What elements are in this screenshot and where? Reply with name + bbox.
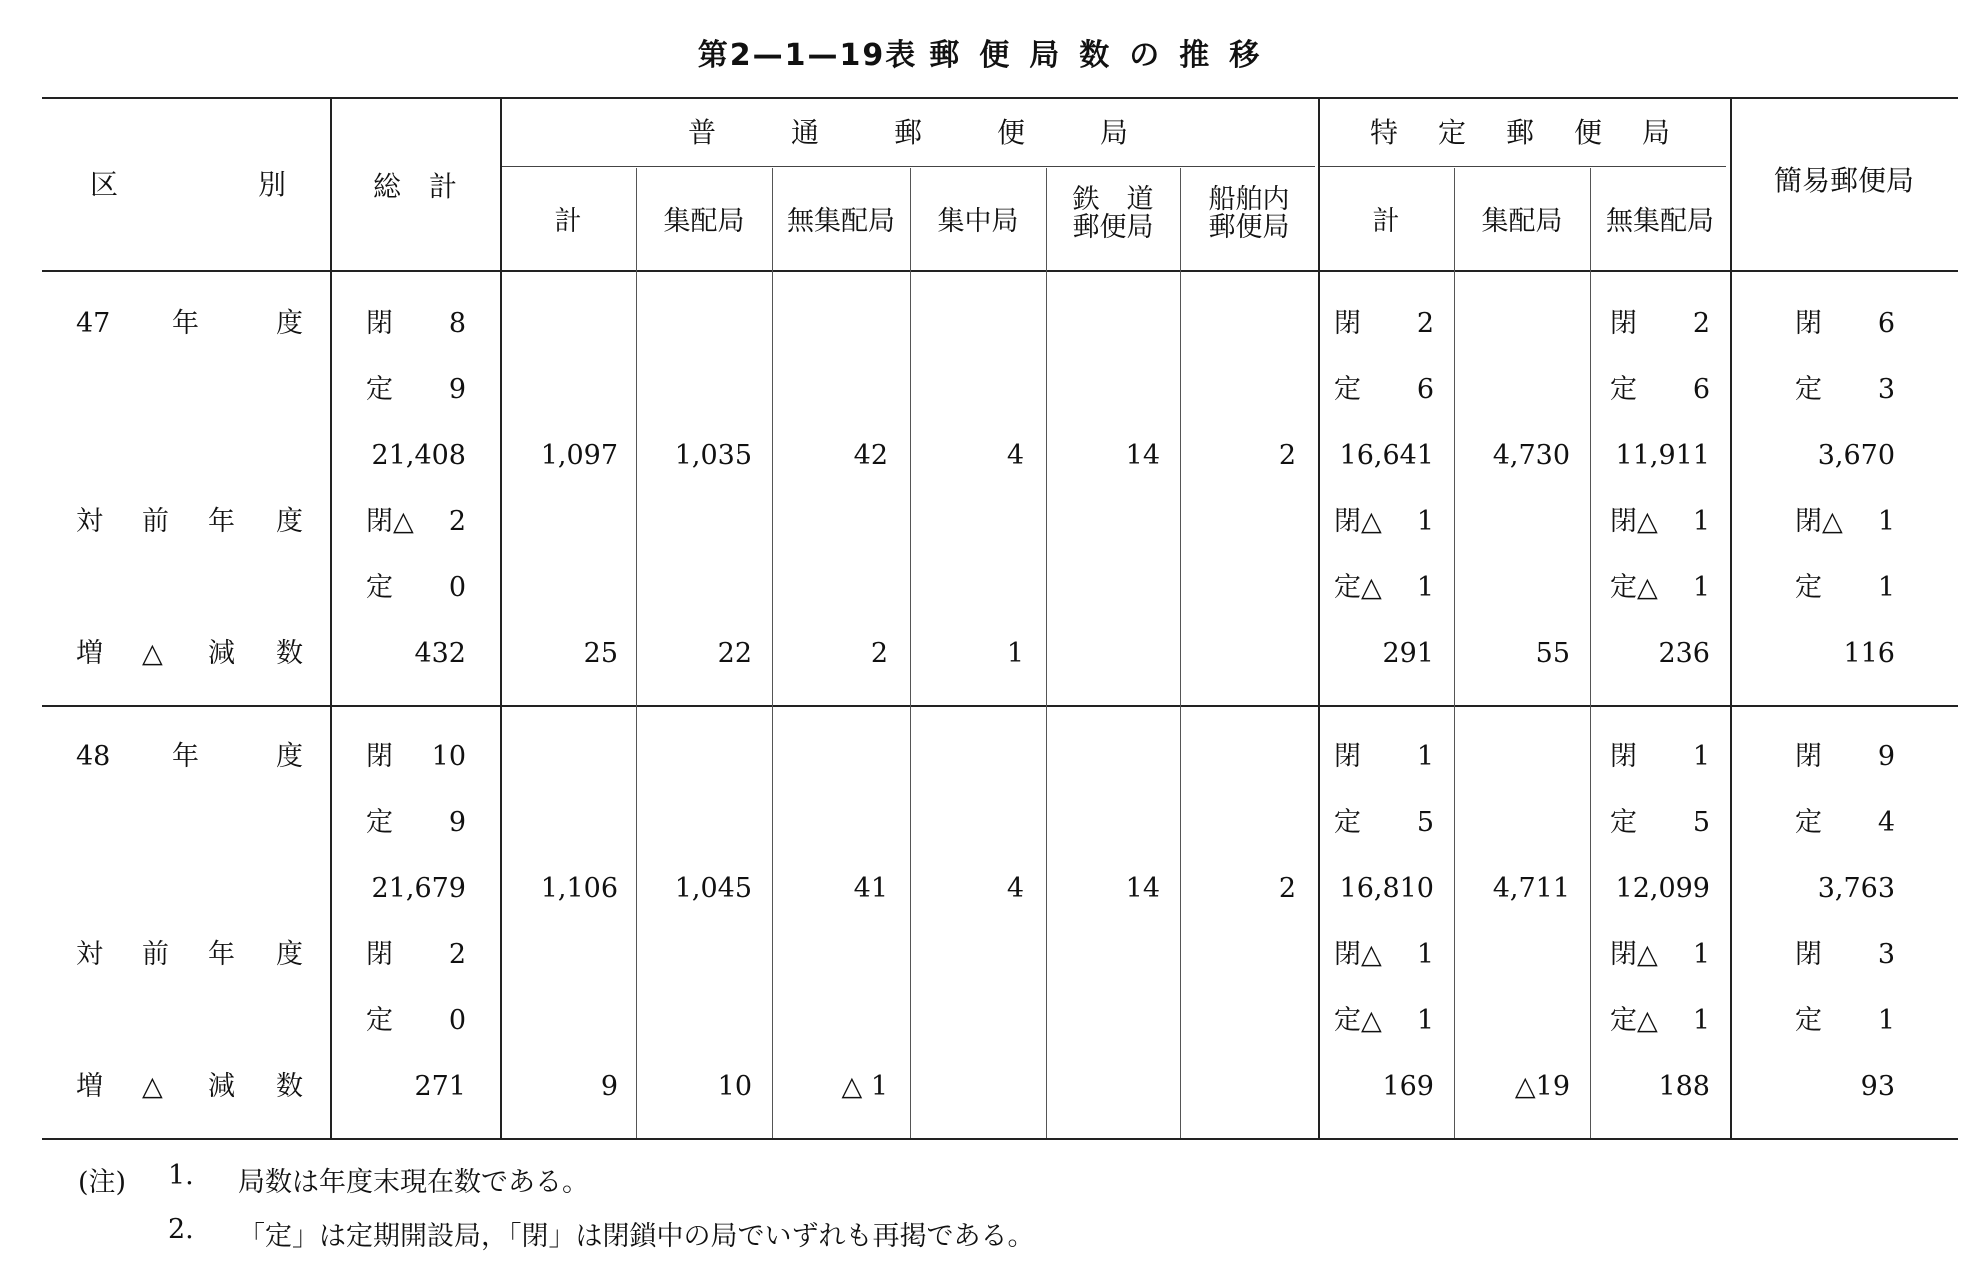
cell-kani-tei-mark: 定 [1795, 374, 1822, 405]
cell-kani-total: 3,763 [1817, 873, 1895, 904]
header-tokutei-col-2: 無集配局 [1606, 206, 1714, 237]
cell-futsu-shuchu-diff: 1 [1006, 638, 1024, 669]
cell-tokutei_mushuhai-tei-diff-value: 1 [1692, 572, 1710, 603]
row-year-do: 度 [276, 741, 303, 772]
cell-soukei-hei-value: 8 [448, 308, 466, 339]
cell-futsu-tetsudo-total: 14 [1125, 873, 1160, 904]
header-futsu-group [688, 116, 1128, 149]
note-1-number: 1. [168, 1160, 194, 1191]
cell-futsu-mushuhai-diff: △ 1 [841, 1071, 888, 1102]
row-year-number: 48 [76, 741, 111, 772]
cell-futsu-shuhai-diff: 10 [717, 1071, 752, 1102]
row-zougen-0: 増 [76, 1071, 103, 1102]
cell-tokutei_mushuhai-tei-diff-mark: 定△ [1610, 1005, 1658, 1036]
row-year-number: 47 [76, 308, 111, 339]
futsu-group-rule [500, 166, 1315, 167]
header-futsu-char: 局 [1099, 116, 1128, 149]
cell-futsu-senpaku-total: 2 [1278, 440, 1296, 471]
cell-kani-hei-value: 9 [1877, 741, 1895, 772]
cell-futsu-shuhai-diff: 22 [717, 638, 752, 669]
note-1-text: 局数は年度末現在数である。 [238, 1167, 589, 1198]
cell-tokutei_mushuhai-hei-mark: 閉 [1610, 308, 1637, 339]
cell-tokutei_kei-total: 16,810 [1339, 873, 1434, 904]
row-zougen-1: △ [142, 1071, 163, 1102]
cell-kani-tei-value: 3 [1877, 374, 1895, 405]
cell-tokutei-shuhai-diff: △19 [1514, 1071, 1570, 1102]
header-kubun-2: 別 [258, 168, 287, 201]
cell-kani-diff: 93 [1860, 1071, 1895, 1102]
cell-futsu-shuchu-total: 4 [1006, 440, 1024, 471]
cell-tokutei_mushuhai-tei-mark: 定 [1610, 374, 1637, 405]
cell-tokutei_mushuhai-tei-diff-value: 1 [1692, 1005, 1710, 1036]
cell-tokutei-shuhai-diff: 55 [1535, 638, 1570, 669]
cell-kani-hei-value: 6 [1877, 308, 1895, 339]
cell-futsu-tetsudo-total: 14 [1125, 440, 1160, 471]
column-rule-0 [330, 99, 332, 1138]
cell-kani-tei-diff-mark: 定 [1795, 1005, 1822, 1036]
header-tokutei-group [1370, 116, 1670, 149]
row-year-do: 度 [276, 308, 303, 339]
cell-soukei-hei-diff-value: 2 [448, 939, 466, 970]
cell-soukei-hei-mark: 閉 [366, 741, 393, 772]
cell-kani-diff: 116 [1843, 638, 1895, 669]
cell-tokutei_kei-tei-value: 5 [1416, 807, 1434, 838]
cell-kani-tei-diff-value: 1 [1877, 572, 1895, 603]
cell-soukei-hei-diff-mark: 閉△ [366, 506, 414, 537]
row-year-nen: 年 [172, 741, 199, 772]
cell-tokutei_mushuhai-total: 11,911 [1615, 440, 1710, 471]
cell-soukei-tei-mark: 定 [366, 807, 393, 838]
cell-tokutei_mushuhai-diff: 236 [1658, 638, 1710, 669]
cell-soukei-hei-value: 10 [431, 741, 466, 772]
cell-kani-hei-diff-mark: 閉△ [1795, 506, 1843, 537]
cell-tokutei_mushuhai-hei-value: 2 [1692, 308, 1710, 339]
header-tokutei-col-1: 集配局 [1481, 206, 1563, 237]
header-tokutei-col-0: 計 [1372, 206, 1400, 237]
cell-soukei-total: 21,408 [371, 440, 466, 471]
note-label: (注) [78, 1167, 127, 1198]
cell-tokutei_mushuhai-diff: 188 [1658, 1071, 1710, 1102]
column-rule-1 [500, 99, 502, 1138]
cell-tokutei-shuhai-total: 4,711 [1492, 873, 1570, 904]
cell-soukei-tei-diff-mark: 定 [366, 1005, 393, 1036]
cell-soukei-tei-mark: 定 [366, 374, 393, 405]
header-kani: 簡易郵便局 [1773, 164, 1914, 197]
cell-soukei-tei-value: 9 [448, 374, 466, 405]
row-taizen-2: 年 [208, 939, 235, 970]
header-tokutei-char: 特 [1370, 116, 1399, 149]
cell-futsu-kei-total: 1,097 [540, 440, 618, 471]
cell-kani-hei-diff-value: 3 [1877, 939, 1895, 970]
cell-tokutei_mushuhai-hei-value: 1 [1692, 741, 1710, 772]
header-tokutei-char: 郵 [1505, 116, 1534, 149]
cell-tokutei_kei-hei-mark: 閉 [1334, 741, 1361, 772]
cell-tokutei_kei-total: 16,641 [1339, 440, 1434, 471]
row-taizen-2: 年 [208, 506, 235, 537]
row-zougen-1: △ [142, 638, 163, 669]
cell-futsu-shuhai-total: 1,035 [674, 440, 752, 471]
header-futsu-char: 便 [996, 116, 1025, 149]
header-futsu-col-4: 鉄 道 郵便局 [1072, 184, 1154, 244]
column-rule-2 [1318, 99, 1320, 1138]
cell-tokutei_kei-tei-diff-value: 1 [1416, 572, 1434, 603]
cell-futsu-shuhai-total: 1,045 [674, 873, 752, 904]
cell-tokutei_kei-tei-mark: 定 [1334, 807, 1361, 838]
header-futsu-col-3: 集中局 [937, 206, 1019, 237]
cell-soukei-hei-mark: 閉 [366, 308, 393, 339]
row-taizen-0: 対 [76, 939, 103, 970]
cell-tokutei_mushuhai-tei-value: 6 [1692, 374, 1710, 405]
cell-soukei-tei-value: 9 [448, 807, 466, 838]
cell-kani-hei-diff-value: 1 [1877, 506, 1895, 537]
row-taizen-1: 前 [142, 506, 169, 537]
row-taizen-3: 度 [276, 939, 303, 970]
cell-soukei-diff: 271 [414, 1071, 466, 1102]
cell-kani-tei-mark: 定 [1795, 807, 1822, 838]
cell-futsu-mushuhai-diff: 2 [870, 638, 888, 669]
cell-futsu-senpaku-total: 2 [1278, 873, 1296, 904]
cell-tokutei_kei-diff: 291 [1382, 638, 1434, 669]
cell-tokutei_kei-diff: 169 [1382, 1071, 1434, 1102]
header-futsu-col-1: 集配局 [663, 206, 745, 237]
note-2-text: 「定」は定期開設局，「閉」は閉鎖中の局でいずれも再掲である。 [238, 1221, 1035, 1252]
cell-tokutei_kei-tei-diff-value: 1 [1416, 1005, 1434, 1036]
header-soukei: 総 計 [372, 170, 457, 203]
cell-futsu-kei-diff: 25 [583, 638, 618, 669]
header-tokutei-char: 定 [1437, 116, 1466, 149]
column-divider-3 [1046, 168, 1047, 1138]
cell-tokutei_mushuhai-tei-mark: 定 [1610, 807, 1637, 838]
cell-soukei-diff: 432 [414, 638, 466, 669]
note-2-number: 2. [168, 1214, 194, 1245]
cell-tokutei_mushuhai-tei-diff-mark: 定△ [1610, 572, 1658, 603]
cell-tokutei_kei-hei-mark: 閉 [1334, 308, 1361, 339]
cell-kani-tei-value: 4 [1877, 807, 1895, 838]
cell-tokutei_kei-hei-value: 1 [1416, 741, 1434, 772]
row-taizen-3: 度 [276, 506, 303, 537]
column-rule-3 [1730, 99, 1732, 1138]
cell-futsu-kei-total: 1,106 [540, 873, 618, 904]
row-taizen-0: 対 [76, 506, 103, 537]
cell-futsu-shuchu-total: 4 [1006, 873, 1024, 904]
header-tokutei-char: 便 [1573, 116, 1602, 149]
cell-tokutei_kei-tei-value: 6 [1416, 374, 1434, 405]
row-zougen-3: 数 [276, 1071, 303, 1102]
cell-tokutei_kei-tei-mark: 定 [1334, 374, 1361, 405]
column-divider-4 [1180, 168, 1181, 1138]
table-number: 第2—1—19表 [697, 38, 918, 73]
cell-soukei-total: 21,679 [371, 873, 466, 904]
header-futsu-col-5: 船舶内 郵便局 [1208, 184, 1290, 244]
cell-tokutei_kei-hei-diff-mark: 閉△ [1334, 939, 1382, 970]
cell-tokutei_mushuhai-tei-value: 5 [1692, 807, 1710, 838]
cell-futsu-mushuhai-total: 42 [853, 440, 888, 471]
cell-kani-tei-diff-value: 1 [1877, 1005, 1895, 1036]
cell-soukei-hei-diff-value: 2 [448, 506, 466, 537]
row-zougen-2: 減 [208, 1071, 235, 1102]
cell-tokutei_mushuhai-hei-diff-mark: 閉△ [1610, 939, 1658, 970]
row-zougen-3: 数 [276, 638, 303, 669]
cell-tokutei_kei-hei-diff-value: 1 [1416, 506, 1434, 537]
header-futsu-col-2: 無集配局 [787, 206, 895, 237]
cell-tokutei_kei-tei-diff-mark: 定△ [1334, 1005, 1382, 1036]
cell-soukei-hei-diff-mark: 閉 [366, 939, 393, 970]
header-tokutei-char: 局 [1641, 116, 1670, 149]
cell-soukei-tei-diff-value: 0 [448, 572, 466, 603]
cell-kani-total: 3,670 [1817, 440, 1895, 471]
cell-kani-hei-diff-mark: 閉 [1795, 939, 1822, 970]
table-title-main: 郵便局数の推移 [929, 38, 1280, 73]
cell-tokutei_mushuhai-hei-diff-mark: 閉△ [1610, 506, 1658, 537]
cell-tokutei_kei-hei-diff-value: 1 [1416, 939, 1434, 970]
row-year-nen: 年 [172, 308, 199, 339]
header-futsu-char: 普 [688, 116, 717, 149]
cell-kani-hei-mark: 閉 [1795, 308, 1822, 339]
cell-tokutei_kei-hei-value: 2 [1416, 308, 1434, 339]
cell-kani-hei-mark: 閉 [1795, 741, 1822, 772]
header-kubun-1: 区 [90, 168, 119, 201]
cell-tokutei_kei-hei-diff-mark: 閉△ [1334, 506, 1382, 537]
cell-tokutei-shuhai-total: 4,730 [1492, 440, 1570, 471]
cell-futsu-mushuhai-total: 41 [853, 873, 888, 904]
cell-kani-tei-diff-mark: 定 [1795, 572, 1822, 603]
cell-futsu-kei-diff: 9 [600, 1071, 618, 1102]
cell-tokutei_mushuhai-hei-diff-value: 1 [1692, 506, 1710, 537]
row-zougen-0: 増 [76, 638, 103, 669]
header-futsu-char: 郵 [893, 116, 922, 149]
cell-soukei-tei-diff-value: 0 [448, 1005, 466, 1036]
cell-tokutei_mushuhai-hei-mark: 閉 [1610, 741, 1637, 772]
cell-tokutei_mushuhai-total: 12,099 [1615, 873, 1710, 904]
tokutei-group-rule [1318, 166, 1726, 167]
cell-soukei-tei-diff-mark: 定 [366, 572, 393, 603]
row-taizen-1: 前 [142, 939, 169, 970]
header-futsu-char: 通 [790, 116, 819, 149]
header-futsu-col-0: 計 [554, 206, 582, 237]
cell-tokutei_kei-tei-diff-mark: 定△ [1334, 572, 1382, 603]
row-zougen-2: 減 [208, 638, 235, 669]
cell-tokutei_mushuhai-hei-diff-value: 1 [1692, 939, 1710, 970]
table-bottom-rule [42, 1138, 1958, 1140]
table-title [0, 30, 1977, 74]
